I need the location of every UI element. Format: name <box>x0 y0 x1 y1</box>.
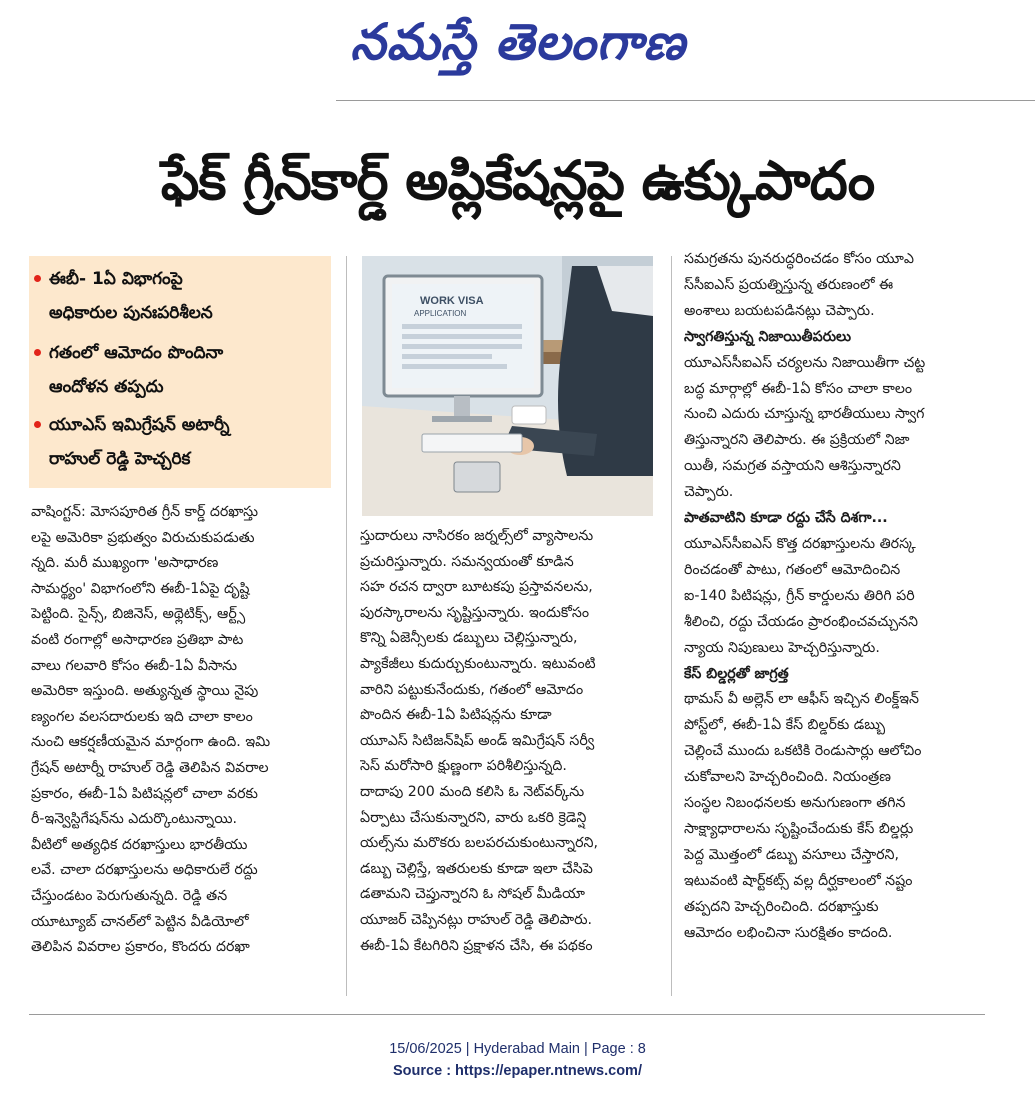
body-text-line: వంటి రంగాల్లో అసాధారణ ప్రతిభా పాట <box>31 631 244 648</box>
article-column-3 <box>684 247 988 946</box>
body-text-line: రీ-ఇన్వెస్టిగేషన్‌ను ఎదుర్కొంటున్నాయి. <box>31 811 237 828</box>
form-title: WORK VISA <box>420 295 484 307</box>
subheading: స్వాగతిస్తున్న నిజాయితీపరులు <box>684 328 851 345</box>
page-footer <box>0 1038 1035 1082</box>
bottom-divider <box>29 1014 985 1015</box>
body-text-line: గ్రేషన్ అటార్నీ రాహుల్ రెడ్డి తెలిపిన వివరాల <box>31 759 269 776</box>
body-text-line: సమగ్రతను పునరుద్ధరించడం కోసం యూఎ <box>684 251 914 267</box>
body-text-line: చెల్లించే ముందు ఒకటికి రెండుసార్లు ఆలోచిం <box>684 743 922 760</box>
body-text-line: సహ రచన ద్వారా బూటకపు ప్రస్తావనలను, <box>360 579 593 596</box>
body-text-line: ఐ-140 పిటిషన్లు, గ్రీన్ కార్డులను తిరిగి పరి <box>684 587 915 604</box>
body-text-line: ఈబీ-1ఏ కేటగిరిని ప్రక్షాళన చేసి, ఈ పథకం <box>360 937 593 954</box>
body-text-line: ఆమోదం లభించినా సురక్షితం కాదంది. <box>684 924 893 941</box>
body-text-line: అంశాలు బయటపడినట్లు చెప్పారు. <box>684 302 875 319</box>
body-text-line: పెద్ద మొత్తంలో డబ్బు వసూలు చేస్తారని, <box>684 846 899 863</box>
body-text-line: సంస్థల నిబంధనలకు అనుగుణంగా తగిన <box>684 795 906 812</box>
highlight-line: అధికారుల పునఃపరిశీలన <box>49 303 213 323</box>
highlight-item <box>49 408 329 476</box>
body-text-line: యూట్యూబ్ చానల్‌లో పెట్టిన వీడియోలో <box>31 913 249 930</box>
highlight-item <box>49 262 329 330</box>
bullet-icon <box>34 349 41 356</box>
masthead <box>0 0 1035 100</box>
article-headline: ఫేక్ గ్రీన్‌కార్డ్ అప్లికేషన్లపై ఉక్కుపాదం <box>160 149 875 212</box>
body-text-line: వాషింగ్టన్: మోసపూరిత గ్రీన్ కార్డ్ దరఖాస్తు <box>31 504 258 520</box>
body-text-line: లవే. చాలా దరఖాస్తులను అధికారులే రద్దు <box>31 862 258 879</box>
body-text-line: శీలించి, రద్దు చేయడం ప్రారంభించవచ్చునని <box>684 613 919 630</box>
body-text-line: నుంచి ఆకర్షణీయమైన మార్గంగా ఉంది. ఇమి <box>31 734 271 751</box>
body-text-line: తెలిపిన వివరాల ప్రకారం, కొందరు దరఖా <box>31 939 250 956</box>
body-text-line: న్యాయ నిపుణులు హెచ్చరిస్తున్నారు. <box>684 639 880 656</box>
body-text-line: స్తుదారులు నాసిరకం జర్నల్స్‌లో వ్యాసాలను <box>360 528 594 544</box>
highlight-line: ఈబీ- 1ఏ విభాగంపై <box>49 269 183 289</box>
form-subtitle: APPLICATION <box>414 309 467 318</box>
body-text-line: యల్స్‌ను మరొకరు బలపరచుకుంటున్నారని, <box>360 835 598 852</box>
body-text-line: బద్ధ మార్గాల్లో ఈబీ-1ఏ కోసం చాలా కాలం <box>684 380 913 397</box>
body-text-line: కొన్ని ఏజెన్సీలకు డబ్బులు చెల్లిస్తున్నారు, <box>360 630 578 647</box>
highlight-item <box>49 336 329 404</box>
body-text-line: స్‌సీఐఎస్ ప్రయత్నిస్తున్న తరుణంలో ఈ <box>684 276 894 293</box>
body-text-line: దాదాపు 200 మంది కలిసి ఓ నెట్‌వర్క్‌ను <box>360 783 585 800</box>
source-link[interactable]: Source : https://epaper.ntnews.com/ <box>393 1063 642 1079</box>
article-column-1 <box>31 500 331 961</box>
body-text-line: యూఎస్‌సీఐఎస్ చర్యలను నిజాయితీగా చట్ట <box>684 354 926 371</box>
highlight-line: ఆందోళన తప్పదు <box>49 377 164 397</box>
body-text-line: రించడంతో పాటు, గతంలో ఆమోదించిన <box>684 561 901 578</box>
bullet-icon <box>34 421 41 428</box>
body-text-line: చెప్పారు. <box>684 484 734 501</box>
edition-info: 15/06/2025 | Hyderabad Main | Page : 8 <box>389 1041 646 1057</box>
body-text-line: సామర్థ్యం' విభాగంలోని ఈబీ-1ఏపై దృష్టి <box>31 580 250 597</box>
body-text-line: చుకోవాలని హెచ్చరించింది. నియంత్రణ <box>684 769 891 786</box>
column-divider <box>671 256 672 996</box>
body-text-line: తప్పదని హెచ్చరించింది. దరఖాస్తుకు <box>684 898 879 915</box>
subheading: కేస్ బిల్డర్లతో జాగ్రత్త <box>684 665 789 682</box>
highlight-line: గతంలో ఆమోదం పొందినా <box>49 343 224 363</box>
body-text-line: డబ్బు చెల్లిస్తే, ఇతరులకు కూడా ఇలా చేసిపె <box>360 860 593 877</box>
article-photo <box>362 256 653 516</box>
body-text-line: యూఎస్ సిటిజన్‌షిప్ అండ్ ఇమిగ్రేషన్ సర్వీ <box>360 732 595 749</box>
body-text-line: ప్యాకేజీలు కుదుర్చుకుంటున్నారు. ఇటువంటి <box>360 655 596 672</box>
body-text-line: ఇటువంటి షార్ట్‌కట్స్ వల్ల దీర్ఘకాలంలో నష్టం <box>684 872 913 889</box>
body-text-line: డతామని చెప్తున్నారని ఓ సోషల్ మీడియా <box>360 886 585 903</box>
newspaper-logo: నమస్తే తెలంగాణ <box>350 13 686 71</box>
work-visa-illustration <box>362 256 653 516</box>
body-text-line: పొందిన ఈబీ-1ఏ పిటిషన్లను కూడా <box>360 707 552 724</box>
body-text-line: యూజర్ చెప్పినట్లు రాహుల్ రెడ్డి తెలిపారు. <box>360 911 593 928</box>
highlight-line: రాహుల్ రెడ్డి హెచ్చరిక <box>49 449 191 469</box>
body-text-line: సాక్ష్యాధారాలను సృష్టించేందుకు కేస్ బిల్డర్లు <box>684 820 914 837</box>
article-column-2 <box>360 524 662 959</box>
body-text-line: యితీ, సమగ్రత వస్తాయని ఆశిస్తున్నారని <box>684 458 901 475</box>
body-text-line: సెస్ మరోసారి క్షుణ్ణంగా పరిశీలిస్తున్నది. <box>360 758 567 775</box>
body-text-line: వారిని పట్టుకునేందుకు, గతంలో ఆమోదం <box>360 681 584 698</box>
body-text-line: లపై అమెరికా ప్రభుత్వం విరుచుకుపడుతు <box>31 529 255 546</box>
body-text-line: ణ్యంగల వలసదారులకు ఇది చాలా కాలం <box>31 708 253 725</box>
body-text-line: పురస్కారాలను సృష్టిస్తున్నారు. ఇందుకోసం <box>360 604 590 621</box>
body-text-line: వాలు గలవారి కోసం ఈబీ-1ఏ వీసాను <box>31 657 238 674</box>
body-text-line: అమెరికా ఇస్తుంది. అత్యున్నత స్థాయి నైపు <box>31 683 259 700</box>
body-text-line: ఏర్పాటు చేసుకున్నారని, వారు ఒకరి క్రెడెన్షి <box>360 809 587 826</box>
body-text-line: పోస్ట్‌లో, ఈబీ-1ఏ కేస్ బిల్డర్‌కు డబ్బు <box>684 717 886 734</box>
bullet-icon <box>34 275 41 282</box>
body-text-line: న్నది. మరీ ముఖ్యంగా 'అసాధారణ <box>31 555 219 572</box>
column-divider <box>346 256 347 996</box>
body-text-line: నుంచి ఎదురు చూస్తున్న భారతీయులు స్వాగ <box>684 406 925 423</box>
body-text-line: ప్రచురిస్తున్నారు. సమన్వయంతో కూడిన <box>360 553 574 570</box>
body-text-line: పెట్టింది. సైన్స్, బిజినెస్, అథ్లెటిక్స్, ఆర్ట్స్ <box>31 606 246 623</box>
body-text-line: యూఎస్‌సీఐఎస్ కొత్త దరఖాస్తులను తిరస్క <box>684 535 916 552</box>
masthead-divider <box>336 100 1035 101</box>
highlight-line: యూఎస్ ఇమిగ్రేషన్ అటార్నీ <box>49 415 230 435</box>
body-text-line: థామస్ వీ అల్లెన్ లా ఆఫీస్ ఇచ్చిన లింక్డ్‌ఇన్ <box>684 691 919 708</box>
body-text-line: వీటిలో అత్యధిక దరఖాస్తులు భారతీయు <box>31 836 248 853</box>
highlights-box <box>29 256 331 488</box>
subheading: పాతవాటిని కూడా రద్దు చేసే దిశగా... <box>684 510 888 527</box>
body-text-line: ప్రకారం, ఈబీ-1ఏ పిటిషన్లలో చాలా వరకు <box>31 785 258 802</box>
body-text-line: తిస్తున్నారని తెలిపారు. ఈ ప్రక్రియలో నిజా <box>684 432 910 449</box>
body-text-line: చేస్తుండటం పెరుగుతున్నది. రెడ్డి తన <box>31 887 228 904</box>
